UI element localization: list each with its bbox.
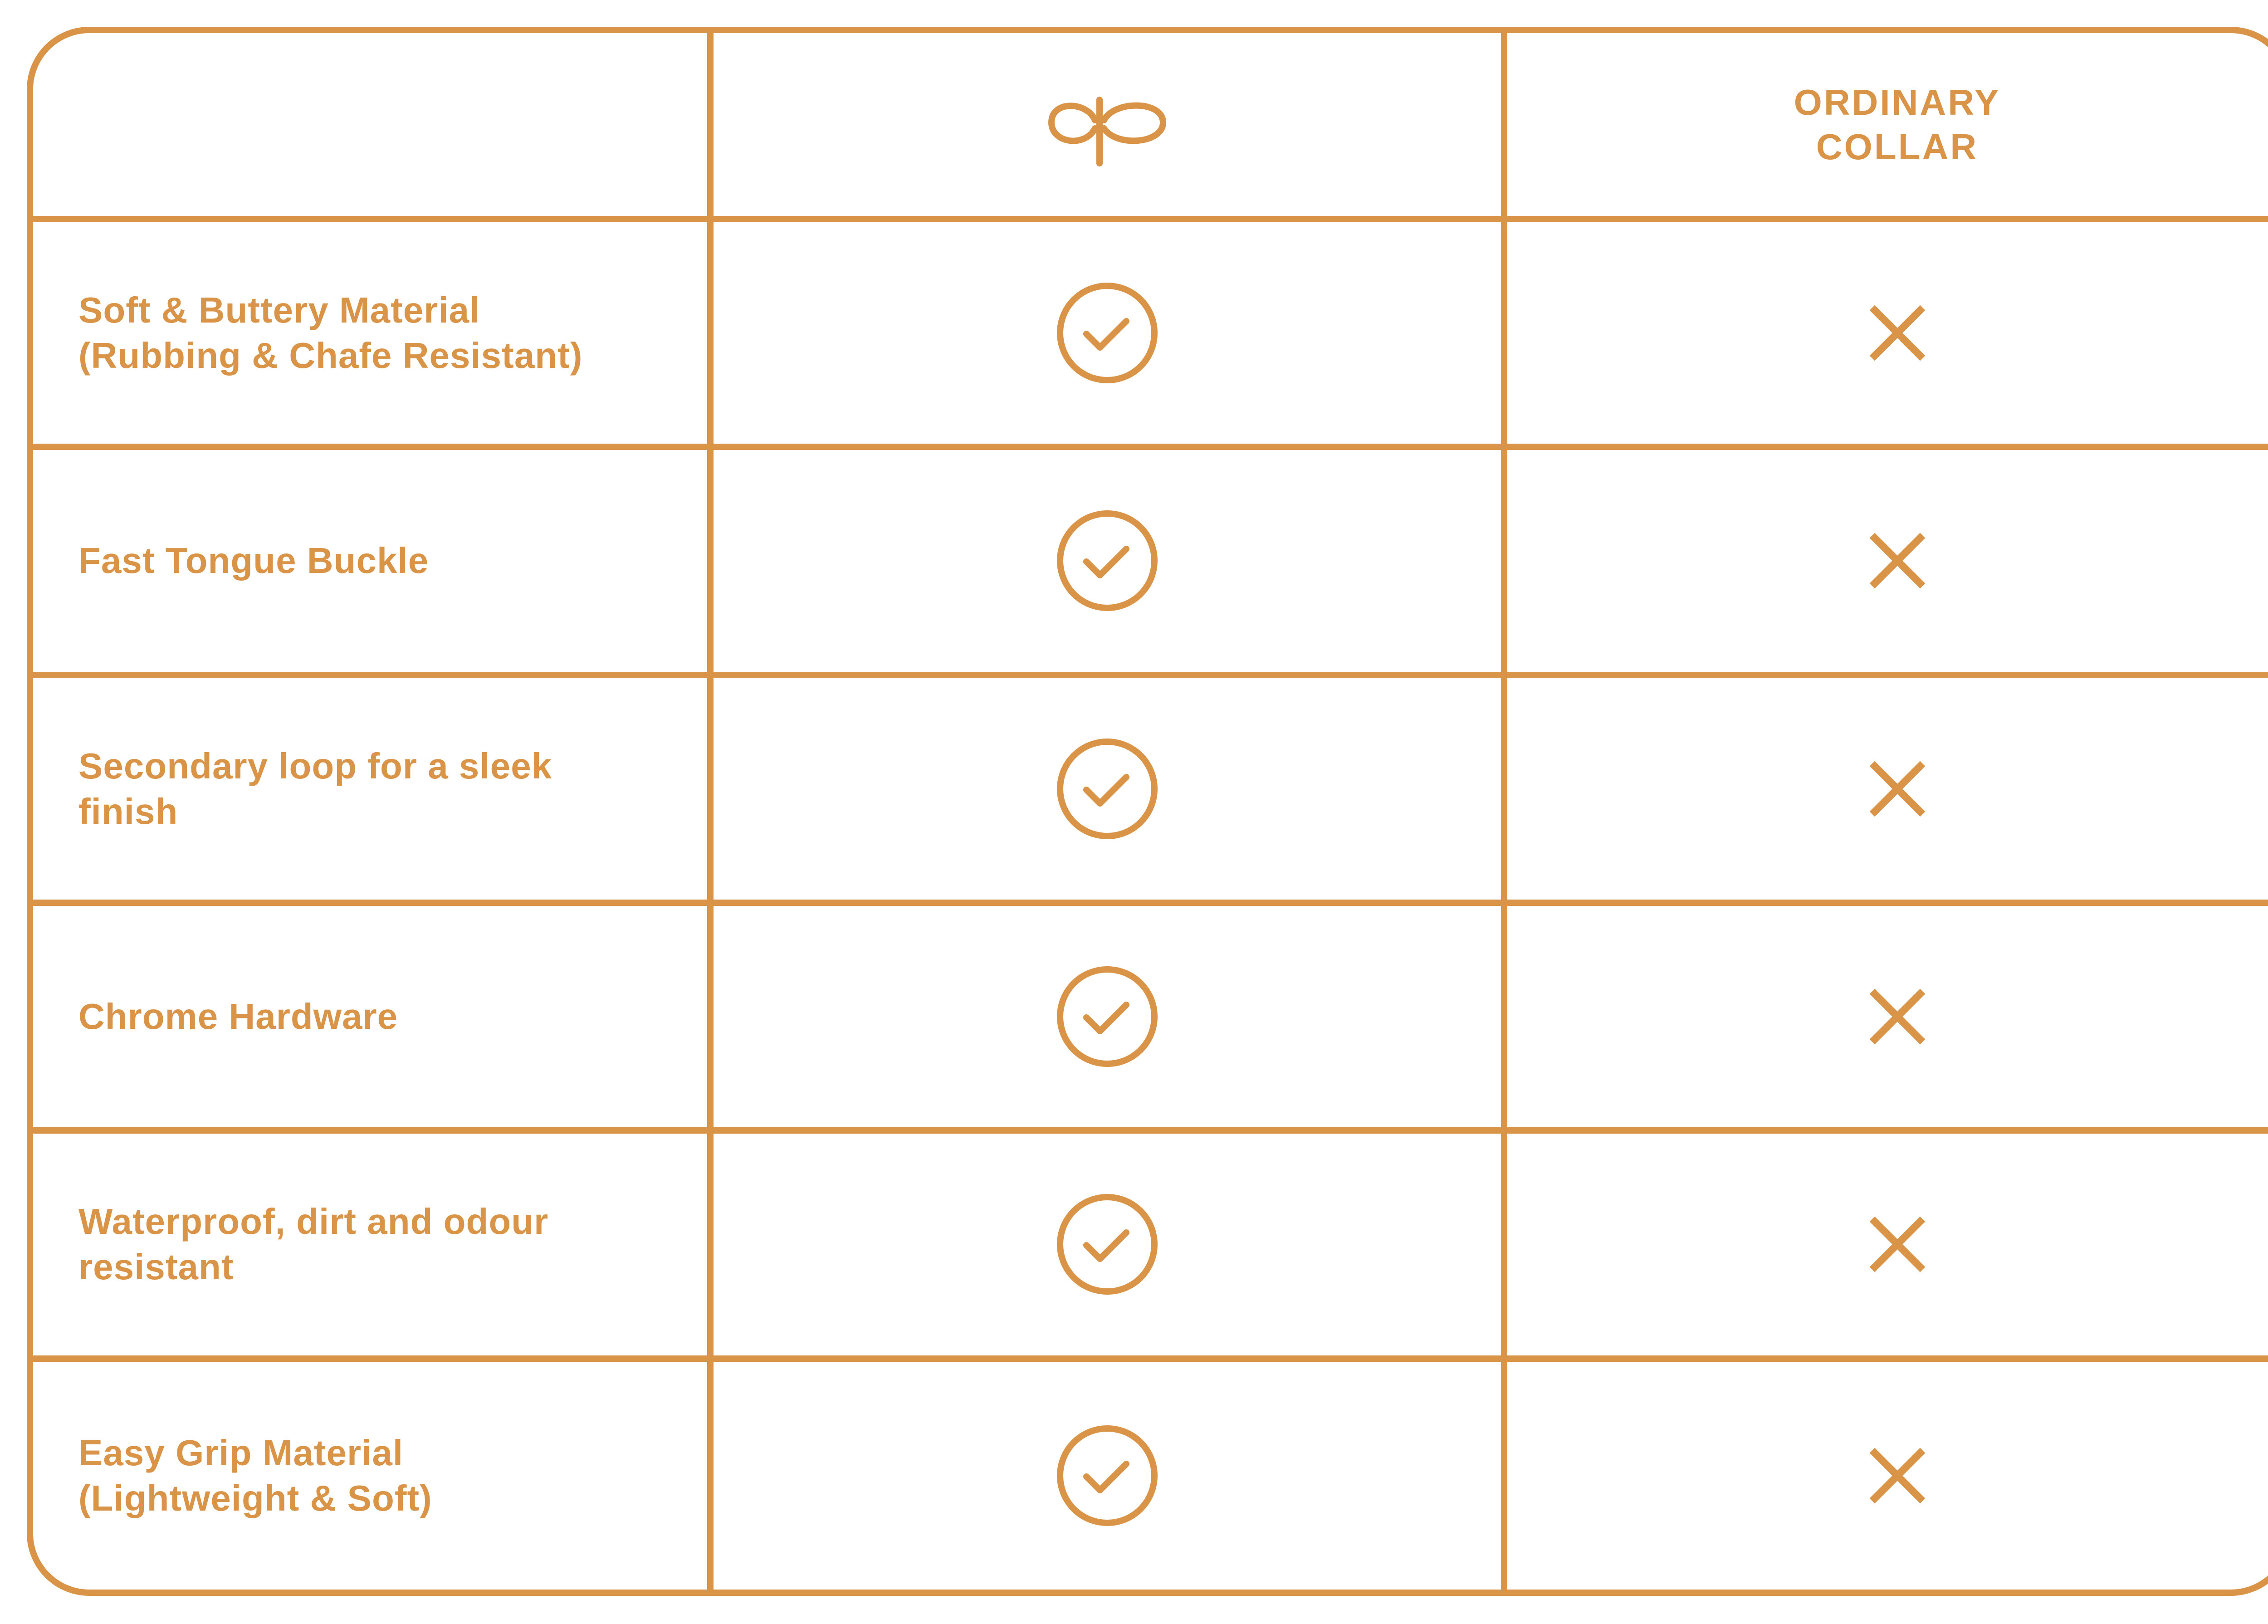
cross-icon (1868, 987, 1927, 1046)
check-circle-icon (1053, 734, 1162, 843)
qp-monogram-logo-icon (1041, 75, 1173, 175)
cross-icon (1868, 531, 1927, 590)
check-circle-icon (1053, 1190, 1162, 1299)
feature-label: Waterproof, dirt and odour resistant (78, 1201, 549, 1287)
cross-icon (1868, 1446, 1927, 1505)
header-empty-cell (33, 33, 714, 222)
feature-label: Soft & Buttery Material (Rubbing & Chafe Resistant) (78, 290, 583, 376)
feature-cell (33, 906, 714, 1134)
ordinary-collar-heading: ORDINARY COLLAR (1794, 82, 2001, 167)
cross-icon (1868, 759, 1927, 818)
ordinary-cell (1507, 678, 2268, 906)
header-brand-cell (714, 33, 1507, 222)
check-circle-icon (1053, 279, 1162, 387)
check-circle-icon (1053, 506, 1162, 615)
feature-cell (33, 678, 714, 906)
feature-label: Chrome Hardware (78, 996, 398, 1037)
feature-cell (33, 1362, 714, 1590)
feature-cell (33, 222, 714, 450)
check-circle-icon (1053, 1421, 1162, 1530)
brand-cell (714, 450, 1507, 678)
brand-cell (714, 222, 1507, 450)
ordinary-cell (1507, 450, 2268, 678)
feature-label: Easy Grip Material (Lightweight & Soft) (78, 1432, 432, 1518)
ordinary-cell (1507, 222, 2268, 450)
feature-label: Secondary loop for a sleek finish (78, 745, 552, 832)
brand-cell (714, 1362, 1507, 1590)
feature-cell (33, 1134, 714, 1361)
cross-icon (1868, 1215, 1927, 1274)
cross-icon (1868, 303, 1927, 362)
feature-label: Fast Tongue Buckle (78, 540, 429, 581)
header-ordinary-cell (1507, 33, 2268, 222)
check-circle-icon (1053, 962, 1162, 1071)
ordinary-cell (1507, 1362, 2268, 1590)
ordinary-cell (1507, 906, 2268, 1134)
comparison-table (27, 27, 2268, 1596)
feature-cell (33, 450, 714, 678)
brand-cell (714, 1134, 1507, 1361)
brand-cell (714, 906, 1507, 1134)
comparison-grid (33, 33, 2268, 1590)
brand-cell (714, 678, 1507, 906)
ordinary-cell (1507, 1134, 2268, 1361)
